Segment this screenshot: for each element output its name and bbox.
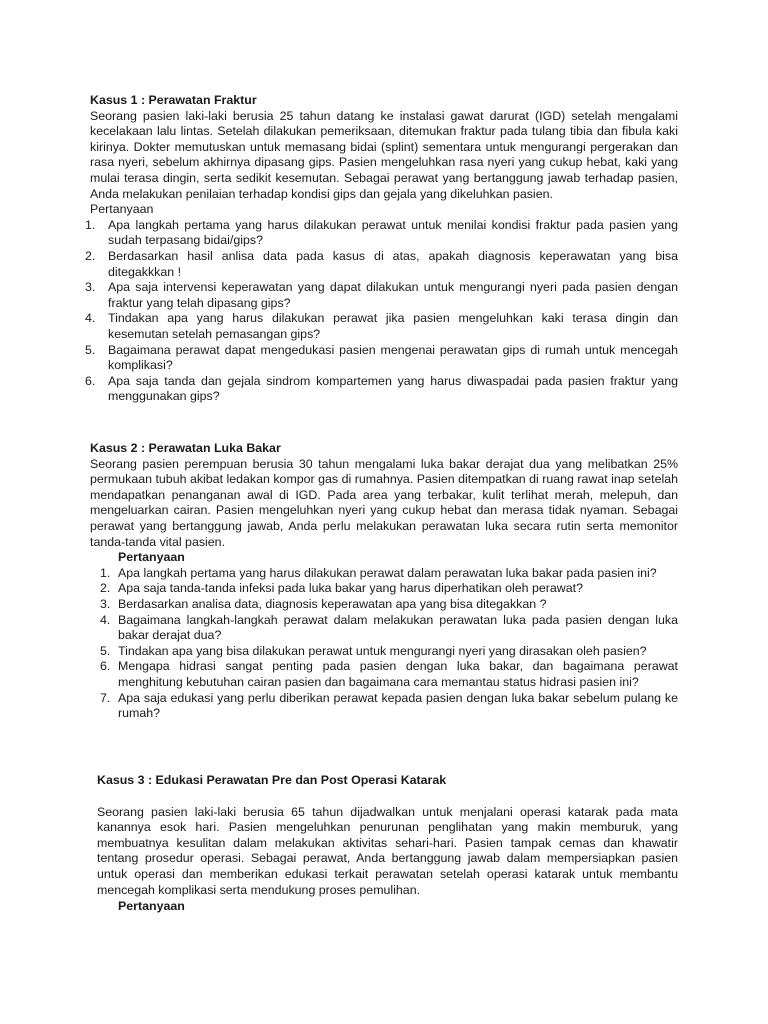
- list-number: 4.: [100, 612, 111, 627]
- case-2-question-list: [90, 566, 678, 722]
- list-item: [100, 597, 678, 613]
- list-number: 5.: [85, 342, 96, 357]
- list-item: [85, 248, 678, 280]
- question-text: Tindakan apa yang harus dilakukan perawat jika pasien mengeluhkan kaki terasa dingin dan kesemutan setelah pemasangan gips?: [108, 311, 678, 341]
- list-item: [100, 691, 678, 722]
- question-text: Bagaimana perawat dapat mengedukasi pasien mengenai perawatan gips di rumah untuk mencegah komplikasi?: [108, 342, 678, 373]
- list-number: 1.: [85, 217, 96, 232]
- list-number: 2.: [100, 581, 111, 596]
- question-text: Apa saja tanda dan gejala sindrom kompartemen yang harus diwaspadai pada pasien fraktur yang menggunakan gips?: [108, 373, 678, 404]
- case-1-paragraph: Seorang pasien laki-laki berusia 25 tahun datang ke instalasi gawat darurat (IGD) setelah mengalami kecelakaan lalu lintas. Setelah dilakukan pemeriksaan, ditemukan fraktur pada tulang tibia dan fibula kaki kirinya. Dokter memutuskan untuk memasang bidai (splint) sementara untuk mengurangi pergerakan dan rasa nyeri, sebelum akhirnya dipasang gips. Pasien mengeluhkan rasa nyeri yang cukup hebat, kaki yang mulai terasa dingin, serta sedikit kesemutan. Sebagai perawat yang bertanggung jawab terhadap pasien, Anda melakukan penilaian terhadap kondisi gips dan gejala yang dikeluhkan pasien.: [90, 108, 678, 201]
- question-text: Berdasarkan analisa data, diagnosis keperawatan apa yang bisa ditegakkan ?: [118, 596, 547, 611]
- case-3-paragraph: Seorang pasien laki-laki berusia 65 tahun dijadwalkan untuk menjalani operasi katarak pada mata kanannya esok hari. Pasien mengeluhkan penurunan penglihatan yang makin memburuk, yang membuatnya kesulitan dalam melakukan aktivitas sehari-hari. Pasien tampak cemas dan khawatir tentang prosedur operasi. Sebagai perawat, Anda bertanggung jawab dalam mempersiapkan pasien untuk operasi dan memberikan edukasi terkait perawatan setelah operasi katarak untuk membantu mencegah komplikasi serta mendukung proses pemulihan.: [97, 804, 678, 897]
- question-text: Berdasarkan hasil anlisa data pada kasus di atas, apakah diagnosis keperawatan yang bisa ditegakkkan !: [108, 248, 678, 279]
- case-1-section: [85, 93, 678, 405]
- list-item: [100, 644, 678, 660]
- list-item: [85, 342, 678, 374]
- case-1-question-list: [85, 217, 678, 405]
- list-item: [100, 613, 678, 644]
- list-number: 3.: [100, 596, 111, 611]
- case-2-paragraph: Seorang pasien perempuan berusia 30 tahun mengalami luka bakar derajat dua yang melibatkan 25% permukaan tubuh akibat ledakan kompor gas di rumahnya. Pasien ditempatkan di ruang rawat inap setelah mendapatkan penanganan awal di IGD. Pada area yang terbakar, kulit terlihat merah, melepuh, dan mengeluarkan cairan. Pasien mengeluhkan nyeri yang cukup hebat dan merasa tidak nyaman. Sebagai perawat yang bertanggung jawab, Anda perlu melakukan perawatan luka secara rutin serta memonitor tanda-tanda vital pasien.: [90, 456, 678, 549]
- list-item: [85, 311, 678, 342]
- question-text: Apa saja edukasi yang perlu diberikan perawat kepada pasien dengan luka bakar sebelum pulang ke rumah?: [118, 690, 678, 721]
- case-3-questions-label: Pertanyaan: [118, 899, 185, 914]
- question-text: Apa langkah pertama yang harus dilakukan perawat untuk menilai kondisi fraktur pada pasien yang sudah terpasang bidai/gips?: [108, 217, 678, 248]
- list-number: 2.: [85, 248, 96, 263]
- case-1-title: Kasus 1 : Perawatan Fraktur: [90, 93, 257, 107]
- list-item: [85, 373, 678, 405]
- list-number: 6.: [100, 659, 111, 674]
- list-number: 1.: [100, 565, 111, 580]
- case-2-title: Kasus 2 : Perawatan Luka Bakar: [90, 441, 281, 455]
- list-number: 4.: [85, 311, 96, 326]
- list-item: [85, 280, 678, 311]
- case-2-section: [90, 441, 678, 722]
- case-2-questions-label: Pertanyaan: [118, 550, 185, 565]
- case-3-title: Kasus 3 : Edukasi Perawatan Pre dan Post Operasi Katarak: [97, 773, 447, 787]
- list-item: [100, 566, 678, 582]
- question-text: Apa saja tanda-tanda infeksi pada luka bakar yang harus diperhatikan oleh perawat?: [118, 581, 583, 596]
- list-number: 6.: [85, 373, 96, 388]
- list-item: [100, 581, 678, 597]
- list-item: [100, 659, 678, 690]
- list-item: [85, 217, 678, 249]
- question-text: Apa saja intervensi keperawatan yang dapat dilakukan untuk mengurangi nyeri pada pasien dengan fraktur yang telah dipasang gips?: [108, 280, 678, 310]
- list-number: 7.: [100, 690, 111, 705]
- list-number: 5.: [100, 643, 111, 658]
- list-number: 3.: [85, 280, 96, 295]
- question-text: Bagaimana langkah-langkah perawat dalam melakukan perawatan luka pada pasien dengan luka bakar derajat dua?: [118, 612, 678, 643]
- case-3-section: [97, 773, 678, 915]
- question-text: Apa langkah pertama yang harus dilakukan perawat dalam perawatan luka bakar pada pasien ini?: [118, 565, 657, 580]
- question-text: Tindakan apa yang bisa dilakukan perawat untuk mengurangi nyeri yang dirasakan oleh pasien?: [118, 643, 647, 658]
- question-text: Mengapa hidrasi sangat penting pada pasien dengan luka bakar, dan bagaimana perawat menghitung kebutuhan cairan pasien dan bagaimana cara memantau status hidrasi pasien ini?: [118, 659, 678, 689]
- case-1-questions-label: Pertanyaan: [90, 202, 154, 217]
